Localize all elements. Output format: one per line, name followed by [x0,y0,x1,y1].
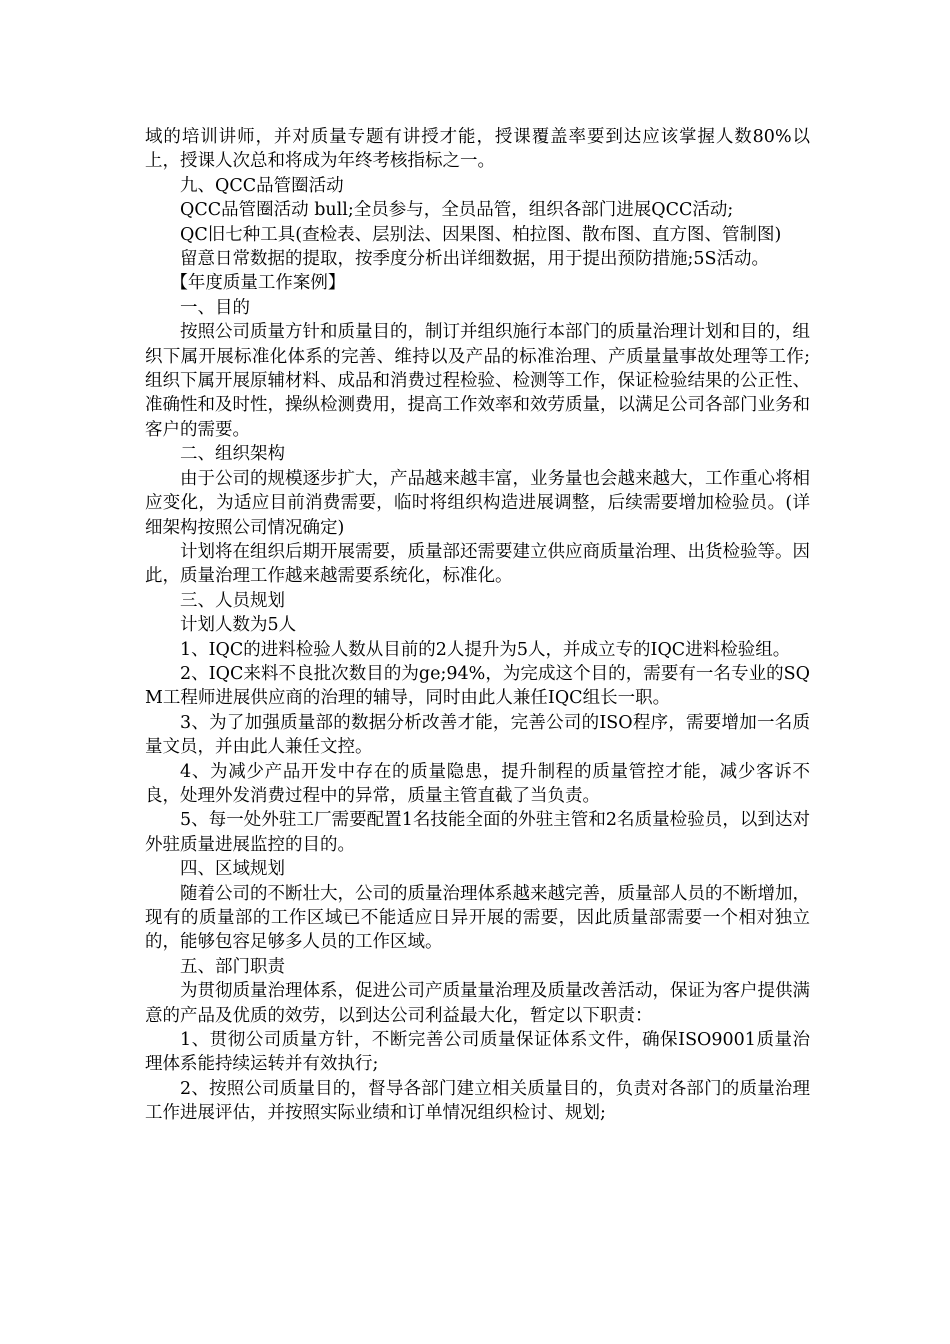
paragraph-training-lecturer: 域的培训讲师，并对质量专题有讲授才能，授课覆盖率要到达应该掌握人数80%以上，授课人次总和将成为年终考核指标之一。 [145,127,810,172]
heading-annual-quality-case: 【年度质量工作案例】 [170,273,346,294]
paragraph-organization-plan: 计划将在组织后期开展需要，质量部还需要建立供应商质量治理、出货检验等。因此，质量治理工作越来越需要系统化，标准化。 [145,541,810,587]
list-item-staff-4: 4、为减少产品开发中存在的质量隐患，提升制程的质量管控才能，减少客诉不良，处理外发消费过程中的异常，质量主管直截了当负责。 [145,761,810,806]
list-item-staff-1: 1、IQC的进料检验人数从目前的2人提升为5人，并成立专的IQC进料检验组。 [180,639,791,660]
paragraph-organization-scale: 由于公司的规模逐步扩大，产品越来越丰富，业务量也会越来越大，工作重心将相应变化，为适应目前消费需要，临时将组织构造进展调整，后续需要增加检验员。(详细架构按照公司情况确定) [145,468,810,538]
list-item-duty-1: 1、贯彻公司质量方针，不断完善公司质量保证体系文件，确保ISO9001质量治理体系能持续运转并有效执行; [145,1030,810,1075]
list-item-staff-5: 5、每一处外驻工厂需要配置1名技能全面的外驻主管和2名质量检验员，以到达对外驻质量进展监控的目的。 [145,810,810,855]
list-item-staff-2: 2、IQC来料不良批次数目的为ge;94%，为完成这个目的，需要有一名专业的SQM工程师进展供应商的治理的辅导，同时由此人兼任IQC组长一职。 [145,663,810,709]
paragraph-duties-intro: 为贯彻质量治理体系，促进公司产质量量治理及质量改善活动，保证为客户提供满意的产品及优质的效劳，以到达公司利益最大化，暂定以下职责： [145,981,810,1026]
heading-staff-planning: 三、人员规划 [180,590,285,611]
heading-purpose: 一、目的 [180,297,250,318]
paragraph-qc-seven-tools: QC旧七种工具(查检表、层别法、因果图、柏拉图、散布图、直方图、管制图) [180,224,782,245]
document-body [145,125,810,1126]
list-item-duty-2: 2、按照公司质量目的，督导各部门建立相关质量目的，负责对各部门的质量治理工作进展评估，并按照实际业绩和订单情况组织检讨、规划; [145,1078,810,1124]
heading-area-planning: 四、区域规划 [180,859,285,880]
heading-organization: 二、组织架构 [180,444,285,465]
paragraph-staff-count: 计划人数为5人 [180,615,297,636]
paragraph-area-planning: 随着公司的不断壮大，公司的质量治理体系越来越完善，质量部人员的不断增加，现有的质量部的工作区域已不能适应日异开展的需要，因此质量部需要一个相对独立的，能够包容足够多人员的工作区域。 [145,883,810,953]
heading-qcc-activity: 九、QCC品管圈活动 [180,175,344,196]
paragraph-daily-data: 留意日常数据的提取，按季度分析出详细数据，用于提出预防措施;5S活动。 [180,249,770,270]
paragraph-qcc-all-participation: QCC品管圈活动 bull;全员参与，全员品管，组织各部门进展QCC活动; [180,200,734,221]
list-item-staff-3: 3、为了加强质量部的数据分析改善才能，完善公司的ISO程序，需要增加一名质量文员，并由此人兼任文控。 [145,712,810,758]
heading-department-duties: 五、部门职责 [180,956,285,977]
paragraph-purpose: 按照公司质量方针和质量目的，制订并组织施行本部门的质量治理计划和目的，组织下属开展标准化体系的完善、维持以及产品的标准治理、产质量量事故处理等工作;组织下属开展原辅材料、成品和消费过程检验、检测等工作，保证检验结果的公正性、准确性和及时性，操纵检测费用，提高工作效率和效劳质量，以满足公司各部门业务和客户的需要。 [145,322,810,440]
